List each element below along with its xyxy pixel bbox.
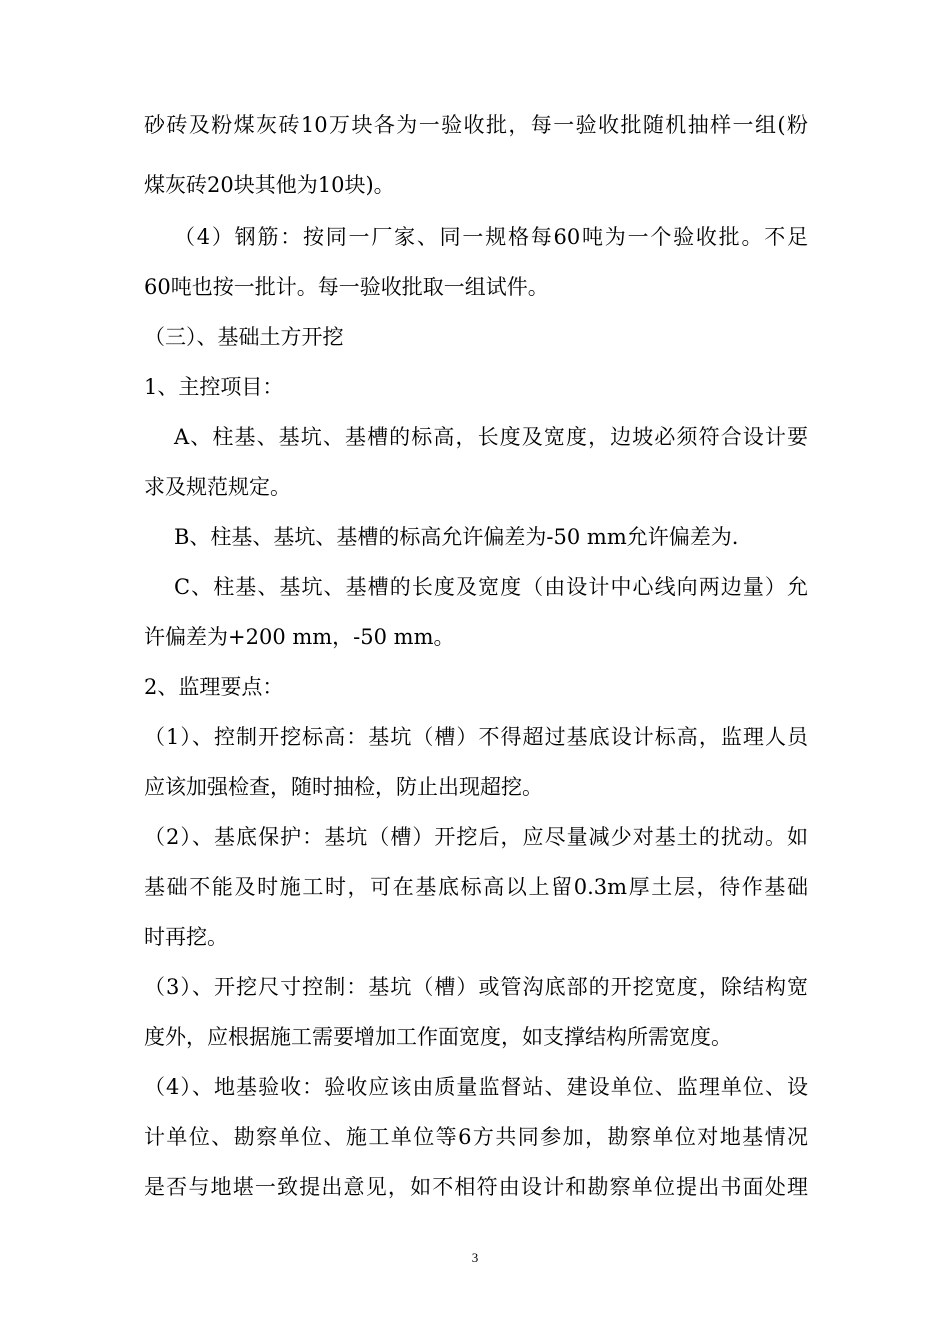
paragraph-line: （3）、开挖尺寸控制：基坑（槽）或管沟底部的开挖宽度，除结构宽	[144, 975, 808, 999]
paragraph-line: （4）钢筋：按同一厂家、同一规格每60吨为一个验收批。不足	[174, 225, 808, 249]
page-number: 3	[471, 1250, 479, 1265]
paragraph-line: （4）、地基验收：验收应该由质量监督站、建设单位、监理单位、设	[144, 1075, 808, 1099]
paragraph-line: 时再挖。	[144, 925, 228, 949]
subsection-heading: 1、主控项目：	[144, 375, 284, 399]
paragraph-line: （2）、基底保护：基坑（槽）开挖后，应尽量减少对基土的扰动。如	[144, 825, 808, 849]
paragraph-line: 许偏差为+200 mm，-50 mm。	[144, 625, 455, 649]
paragraph-line: 度外，应根据施工需要增加工作面宽度，如支撑结构所需宽度。	[144, 1025, 732, 1049]
paragraph-line: C、柱基、基坑、基槽的长度及宽度（由设计中心线向两边量）允	[174, 575, 808, 599]
subsection-heading: 2、监理要点：	[144, 675, 284, 699]
paragraph-line: （1）、控制开挖标高：基坑（槽）不得超过基底设计标高，监理人员	[144, 725, 808, 749]
paragraph-line: 煤灰砖20块其他为10块)。	[144, 173, 395, 197]
paragraph-line: 求及规范规定。	[144, 475, 291, 499]
paragraph-line: 砂砖及粉煤灰砖10万块各为一验收批，每一验收批随机抽样一组(粉	[144, 113, 808, 137]
paragraph-line: 基础不能及时施工时，可在基底标高以上留0.3m厚土层，待作基础	[144, 875, 808, 899]
paragraph-line: 计单位、勘察单位、施工单位等6方共同参加，勘察单位对地基情况	[144, 1125, 808, 1149]
paragraph-line: 是否与地堪一致提出意见，如不相符由设计和勘察单位提出书面处理	[144, 1175, 808, 1199]
paragraph-line: A、柱基、基坑、基槽的标高，长度及宽度，边坡必须符合设计要	[174, 425, 808, 449]
paragraph-line: 60吨也按一批计。每一验收批取一组试件。	[144, 275, 549, 299]
section-heading: （三）、基础土方开挖	[144, 325, 344, 349]
paragraph-line: B、柱基、基坑、基槽的标高允许偏差为-50 mm允许偏差为.	[174, 525, 739, 549]
paragraph-line: 应该加强检查，随时抽检，防止出现超挖。	[144, 775, 543, 799]
